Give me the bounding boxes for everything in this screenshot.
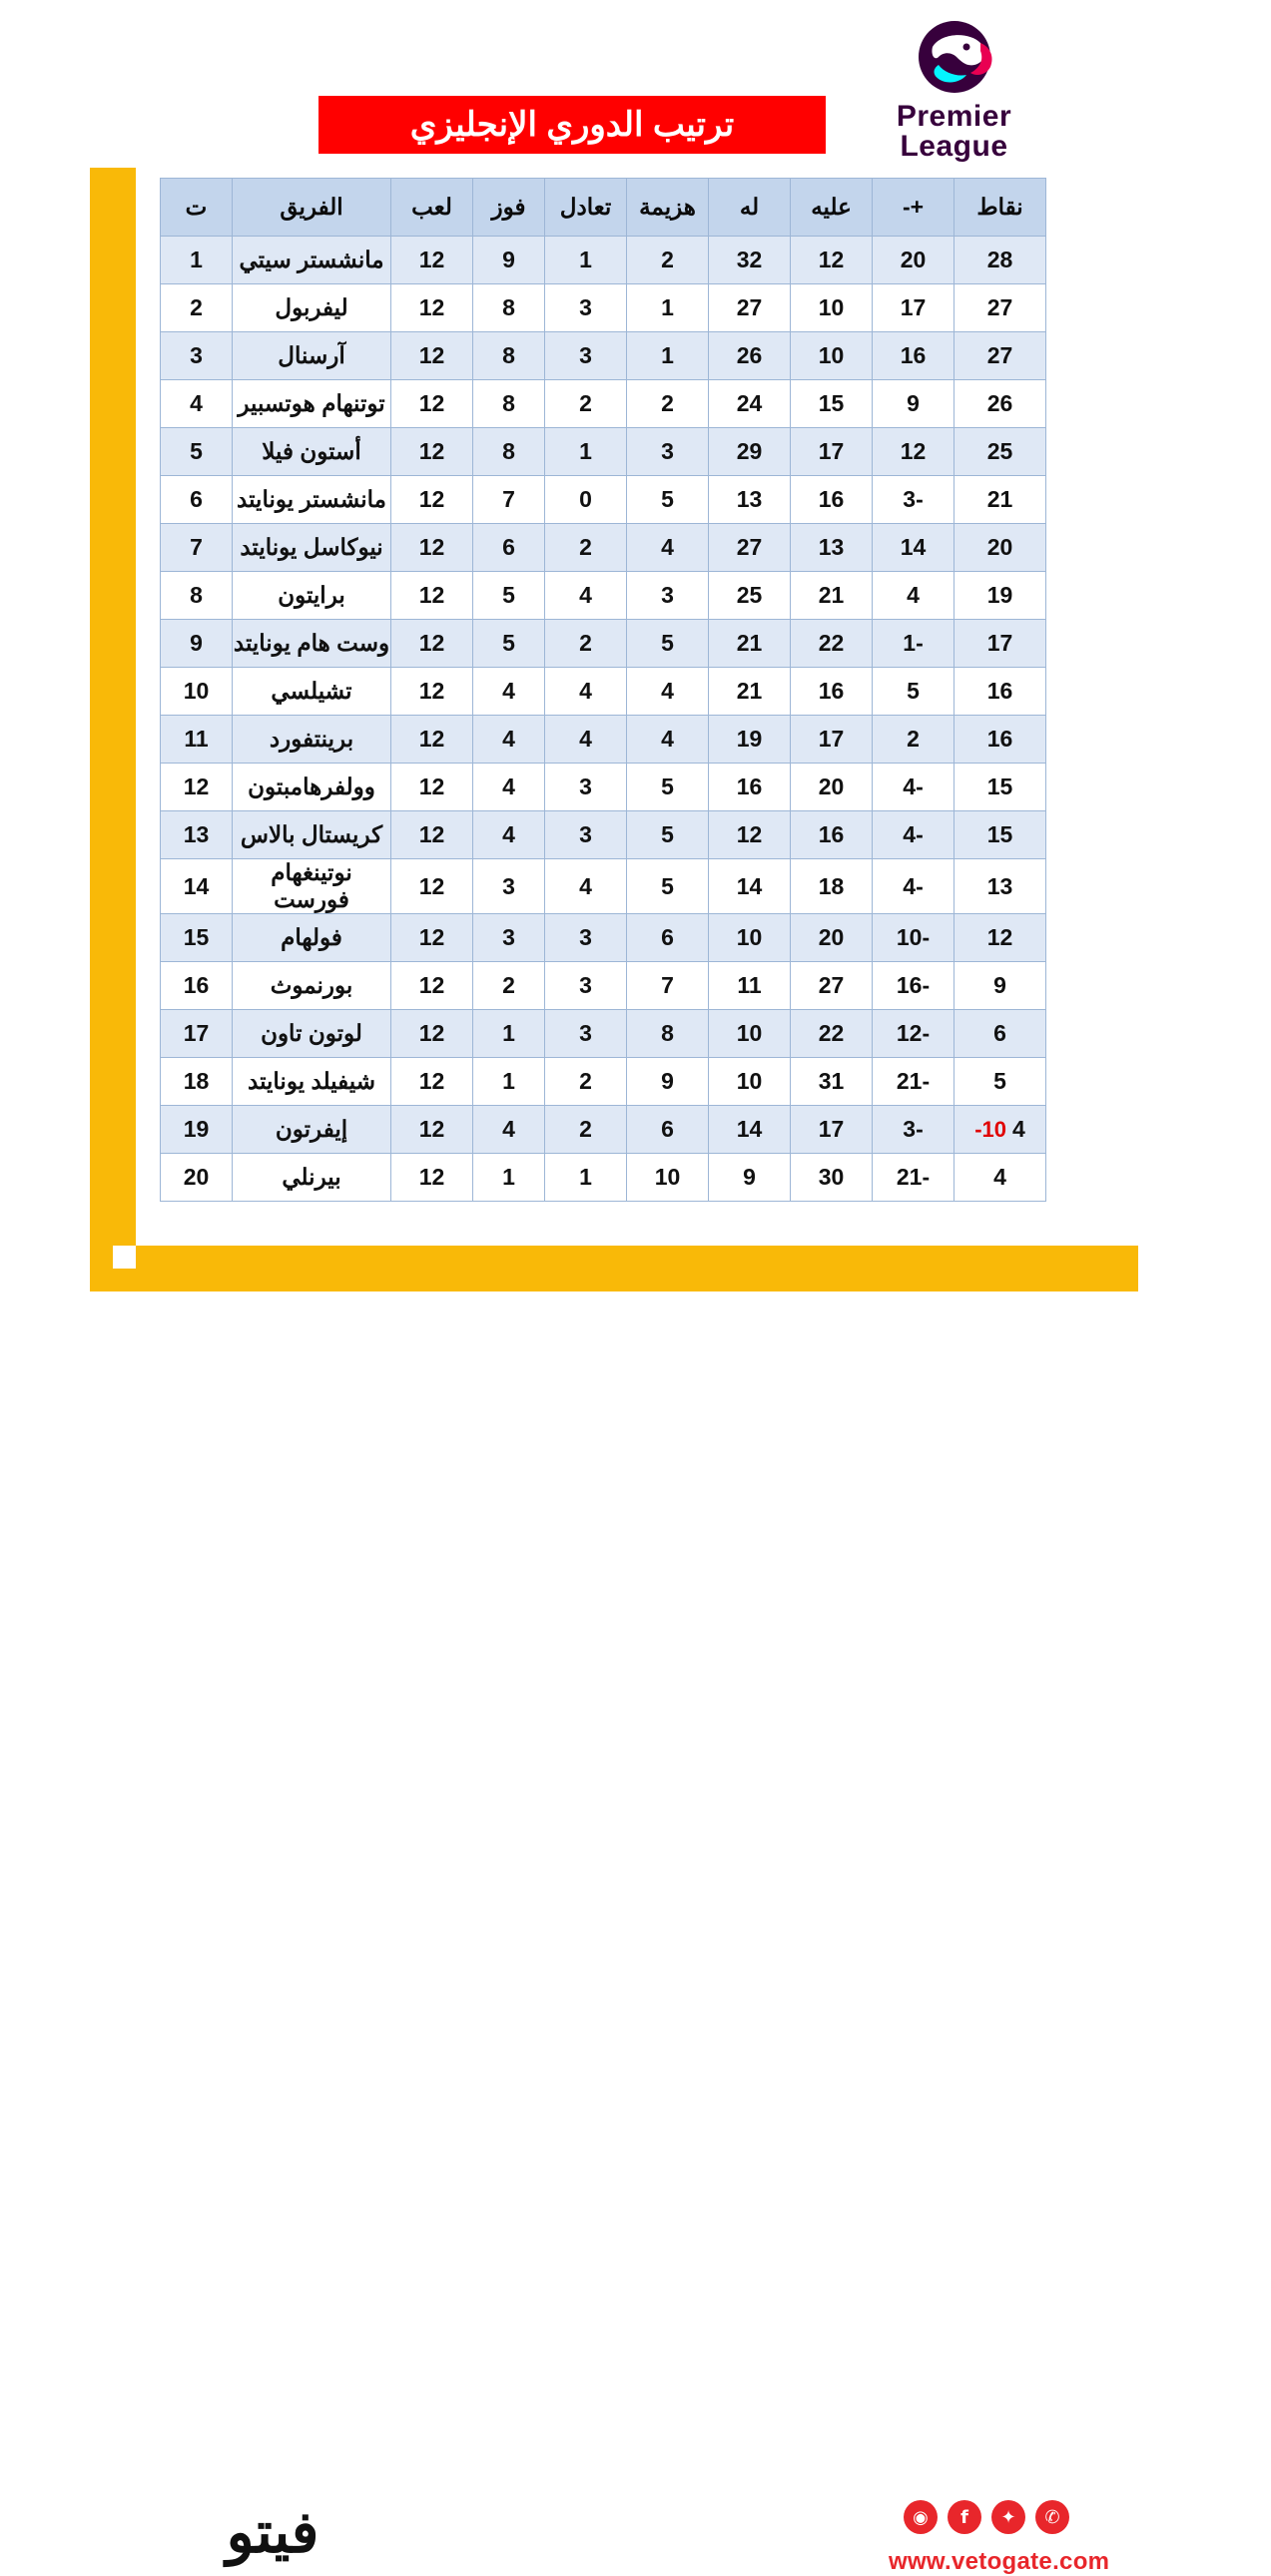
cell-rank: 16 — [161, 962, 233, 1010]
cell-played: 12 — [391, 380, 473, 428]
cell-wins: 5 — [473, 620, 545, 668]
cell-points — [954, 524, 1046, 572]
cell-rank: 9 — [161, 620, 233, 668]
table-header-row — [161, 179, 1046, 237]
cell-wins: 8 — [473, 332, 545, 380]
veto-logo — [163, 2498, 382, 2568]
points-value: 26 — [986, 390, 1013, 416]
cell-team: وولفرهامبتون — [233, 764, 391, 811]
cell-played: 12 — [391, 1106, 473, 1154]
cell-losses: 3 — [627, 572, 709, 620]
cell-losses: 5 — [627, 764, 709, 811]
cell-played: 12 — [391, 764, 473, 811]
cell-rank: 13 — [161, 811, 233, 859]
cell-team: شيفيلد يونايتد — [233, 1058, 391, 1106]
cell-wins: 5 — [473, 572, 545, 620]
cell-played: 12 — [391, 332, 473, 380]
column-header-goal-diff: +- — [873, 179, 954, 237]
table-row — [161, 668, 1046, 716]
cell-played: 12 — [391, 859, 473, 914]
standings-table-wrapper — [163, 178, 1046, 1202]
logo-text-line2: League — [900, 130, 1008, 163]
cell-draws: 3 — [545, 1010, 627, 1058]
table-row — [161, 1154, 1046, 1202]
cell-team: مانشستر يونايتد — [233, 476, 391, 524]
cell-goals-for: 10 — [709, 914, 791, 962]
cell-wins: 9 — [473, 237, 545, 284]
cell-goals-against: 21 — [791, 572, 873, 620]
cell-draws: 2 — [545, 1106, 627, 1154]
cell-goals-for: 19 — [709, 716, 791, 764]
cell-goals-for: 21 — [709, 668, 791, 716]
cell-goal-diff: -3 — [873, 1106, 954, 1154]
points-value: 27 — [986, 294, 1013, 320]
cell-losses: 1 — [627, 332, 709, 380]
cell-losses: 3 — [627, 428, 709, 476]
table-row — [161, 332, 1046, 380]
cell-team: كريستال بالاس — [233, 811, 391, 859]
cell-goals-for: 29 — [709, 428, 791, 476]
table-row — [161, 428, 1046, 476]
cell-goal-diff: 20 — [873, 237, 954, 284]
cell-points — [954, 237, 1046, 284]
whatsapp-icon[interactable]: ✆ — [1035, 2500, 1069, 2534]
decorative-vertical-bar — [90, 168, 136, 1266]
table-row — [161, 572, 1046, 620]
cell-goal-diff: -21 — [873, 1154, 954, 1202]
points-value: 4 — [1012, 1116, 1025, 1142]
cell-goals-against: 20 — [791, 914, 873, 962]
cell-team: ليفربول — [233, 284, 391, 332]
cell-points — [954, 284, 1046, 332]
cell-team: آرسنال — [233, 332, 391, 380]
cell-goals-against: 30 — [791, 1154, 873, 1202]
points-value: 28 — [986, 247, 1013, 272]
cell-points — [954, 1010, 1046, 1058]
cell-goal-diff: 4 — [873, 572, 954, 620]
cell-losses: 9 — [627, 1058, 709, 1106]
cell-points — [954, 859, 1046, 914]
column-header-draws: تعادل — [545, 179, 627, 237]
website-url[interactable]: www.vetogate.com — [889, 2548, 1110, 2575]
cell-goals-for: 13 — [709, 476, 791, 524]
cell-goals-for: 32 — [709, 237, 791, 284]
points-value: 5 — [993, 1068, 1006, 1094]
cell-losses: 7 — [627, 962, 709, 1010]
cell-rank: 4 — [161, 380, 233, 428]
cell-wins: 8 — [473, 428, 545, 476]
cell-goals-for: 24 — [709, 380, 791, 428]
page-footer — [0, 1253, 1271, 2575]
cell-team: توتنهام هوتسبير — [233, 380, 391, 428]
points-value: 16 — [986, 678, 1013, 704]
points-value: 15 — [986, 821, 1013, 847]
cell-goals-for: 16 — [709, 764, 791, 811]
cell-losses: 4 — [627, 716, 709, 764]
cell-draws: 1 — [545, 428, 627, 476]
cell-wins: 3 — [473, 914, 545, 962]
cell-team: فولهام — [233, 914, 391, 962]
cell-goals-against: 10 — [791, 284, 873, 332]
cell-goals-for: 10 — [709, 1058, 791, 1106]
cell-rank: 2 — [161, 284, 233, 332]
table-row — [161, 237, 1046, 284]
points-deduction: -10 — [974, 1116, 1006, 1142]
cell-draws: 3 — [545, 962, 627, 1010]
table-row — [161, 811, 1046, 859]
points-value: 20 — [986, 534, 1013, 560]
cell-played: 12 — [391, 716, 473, 764]
cell-goals-for: 26 — [709, 332, 791, 380]
cell-rank: 15 — [161, 914, 233, 962]
column-header-goals-for: له — [709, 179, 791, 237]
cell-goals-against: 10 — [791, 332, 873, 380]
cell-points — [954, 332, 1046, 380]
points-value: 16 — [986, 726, 1013, 752]
cell-rank: 5 — [161, 428, 233, 476]
instagram-icon[interactable]: ◉ — [904, 2500, 938, 2534]
cell-played: 12 — [391, 962, 473, 1010]
points-value: 21 — [986, 486, 1013, 512]
cell-goal-diff: -4 — [873, 859, 954, 914]
column-header-team: الفريق — [233, 179, 391, 237]
points-value: 19 — [986, 582, 1013, 608]
cell-wins: 4 — [473, 764, 545, 811]
column-header-losses: هزيمة — [627, 179, 709, 237]
facebook-icon[interactable]: f — [948, 2500, 981, 2534]
cell-losses: 4 — [627, 668, 709, 716]
cell-losses: 5 — [627, 811, 709, 859]
cell-team: وست هام يونايتد — [233, 620, 391, 668]
cell-team: برينتفورد — [233, 716, 391, 764]
cell-goals-for: 27 — [709, 524, 791, 572]
cell-wins: 4 — [473, 668, 545, 716]
points-value: 9 — [993, 972, 1006, 998]
column-header-wins: فوز — [473, 179, 545, 237]
page-header — [0, 8, 1271, 168]
cell-draws: 3 — [545, 914, 627, 962]
points-value: 27 — [986, 342, 1013, 368]
cell-goals-against: 20 — [791, 764, 873, 811]
cell-played: 12 — [391, 428, 473, 476]
cell-team: إيفرتون — [233, 1106, 391, 1154]
cell-losses: 2 — [627, 380, 709, 428]
cell-goal-diff: 14 — [873, 524, 954, 572]
cell-rank: 14 — [161, 859, 233, 914]
cell-played: 12 — [391, 1154, 473, 1202]
cell-draws: 1 — [545, 1154, 627, 1202]
cell-team: مانشستر سيتي — [233, 237, 391, 284]
cell-losses: 5 — [627, 620, 709, 668]
cell-draws: 4 — [545, 668, 627, 716]
table-row — [161, 962, 1046, 1010]
cell-played: 12 — [391, 914, 473, 962]
points-value: 25 — [986, 438, 1013, 464]
cell-draws: 3 — [545, 332, 627, 380]
cell-rank: 1 — [161, 237, 233, 284]
cell-wins: 1 — [473, 1010, 545, 1058]
cell-goals-against: 31 — [791, 1058, 873, 1106]
cell-losses: 10 — [627, 1154, 709, 1202]
cell-goal-diff: -4 — [873, 764, 954, 811]
cell-goal-diff: 5 — [873, 668, 954, 716]
table-row — [161, 764, 1046, 811]
cell-goals-against: 17 — [791, 1106, 873, 1154]
cell-played: 12 — [391, 1058, 473, 1106]
cell-team: نيوكاسل يونايتد — [233, 524, 391, 572]
column-header-points: نقاط — [954, 179, 1046, 237]
cell-played: 12 — [391, 1010, 473, 1058]
cell-wins: 4 — [473, 1106, 545, 1154]
cell-losses: 1 — [627, 284, 709, 332]
cell-points — [954, 620, 1046, 668]
cell-played: 12 — [391, 811, 473, 859]
cell-rank: 6 — [161, 476, 233, 524]
cell-goals-against: 12 — [791, 237, 873, 284]
cell-goals-against: 18 — [791, 859, 873, 914]
cell-rank: 10 — [161, 668, 233, 716]
cell-points — [954, 668, 1046, 716]
social-links[interactable] — [904, 2500, 1069, 2534]
premier-league-logo — [842, 12, 1066, 167]
cell-rank: 3 — [161, 332, 233, 380]
cell-rank: 8 — [161, 572, 233, 620]
cell-wins: 6 — [473, 524, 545, 572]
table-row — [161, 284, 1046, 332]
cell-played: 12 — [391, 237, 473, 284]
cell-draws: 2 — [545, 1058, 627, 1106]
cell-wins: 1 — [473, 1154, 545, 1202]
table-row — [161, 476, 1046, 524]
cell-goal-diff: 17 — [873, 284, 954, 332]
cell-goals-for: 27 — [709, 284, 791, 332]
cell-rank: 17 — [161, 1010, 233, 1058]
cell-team: أستون فيلا — [233, 428, 391, 476]
cell-points — [954, 716, 1046, 764]
cell-draws: 0 — [545, 476, 627, 524]
points-value: 17 — [986, 630, 1013, 656]
cell-losses: 5 — [627, 476, 709, 524]
cell-goal-diff: 9 — [873, 380, 954, 428]
column-header-played: لعب — [391, 179, 473, 237]
cell-played: 12 — [391, 524, 473, 572]
cell-draws: 3 — [545, 811, 627, 859]
veto-brand-text: فيتو — [226, 2500, 319, 2565]
cell-draws: 4 — [545, 716, 627, 764]
cell-goals-for: 9 — [709, 1154, 791, 1202]
cell-wins: 4 — [473, 716, 545, 764]
table-row — [161, 716, 1046, 764]
cell-goal-diff: -21 — [873, 1058, 954, 1106]
cell-points — [954, 476, 1046, 524]
cell-points — [954, 914, 1046, 962]
cell-wins: 2 — [473, 962, 545, 1010]
cell-points — [954, 764, 1046, 811]
cell-team: بورنموث — [233, 962, 391, 1010]
cell-goals-against: 17 — [791, 428, 873, 476]
table-row — [161, 914, 1046, 962]
points-value: 4 — [993, 1164, 1006, 1190]
column-header-goals-against: عليه — [791, 179, 873, 237]
cell-draws: 1 — [545, 237, 627, 284]
cell-played: 12 — [391, 620, 473, 668]
logo-text-line1: Premier — [896, 100, 1012, 133]
cell-points — [954, 1106, 1046, 1154]
cell-draws: 3 — [545, 284, 627, 332]
cell-goal-diff: -4 — [873, 811, 954, 859]
cell-points — [954, 572, 1046, 620]
cell-team: لوتون تاون — [233, 1010, 391, 1058]
table-row — [161, 1058, 1046, 1106]
cell-draws: 4 — [545, 572, 627, 620]
cell-draws: 2 — [545, 380, 627, 428]
points-value: 12 — [986, 924, 1013, 950]
cell-losses: 6 — [627, 1106, 709, 1154]
cell-goals-against: 17 — [791, 716, 873, 764]
cell-goals-for: 25 — [709, 572, 791, 620]
cell-goals-for: 11 — [709, 962, 791, 1010]
cell-rank: 11 — [161, 716, 233, 764]
cell-draws: 4 — [545, 859, 627, 914]
cell-team: تشيلسي — [233, 668, 391, 716]
cell-losses: 8 — [627, 1010, 709, 1058]
table-row — [161, 380, 1046, 428]
cell-goals-against: 16 — [791, 811, 873, 859]
page-title-text: ترتيب الدوري الإنجليزي — [409, 106, 735, 144]
cell-played: 12 — [391, 668, 473, 716]
cell-draws: 2 — [545, 620, 627, 668]
cell-goals-against: 27 — [791, 962, 873, 1010]
table-row — [161, 524, 1046, 572]
lion-crest-icon — [895, 17, 1014, 102]
cell-played: 12 — [391, 572, 473, 620]
cell-goal-diff: 16 — [873, 332, 954, 380]
cell-losses: 2 — [627, 237, 709, 284]
cell-rank: 7 — [161, 524, 233, 572]
cell-played: 12 — [391, 284, 473, 332]
standings-table — [160, 178, 1046, 1202]
cell-wins: 4 — [473, 811, 545, 859]
cell-wins: 1 — [473, 1058, 545, 1106]
standings-table-body — [161, 237, 1046, 1202]
table-row — [161, 1010, 1046, 1058]
cell-rank: 19 — [161, 1106, 233, 1154]
cell-points — [954, 811, 1046, 859]
cell-wins: 7 — [473, 476, 545, 524]
cell-points — [954, 428, 1046, 476]
twitter-icon[interactable]: ✦ — [991, 2500, 1025, 2534]
cell-goal-diff: -12 — [873, 1010, 954, 1058]
column-header-rank: ت — [161, 179, 233, 237]
cell-wins: 3 — [473, 859, 545, 914]
cell-goal-diff: -1 — [873, 620, 954, 668]
cell-team: برايتون — [233, 572, 391, 620]
cell-wins: 8 — [473, 380, 545, 428]
cell-goal-diff: 2 — [873, 716, 954, 764]
cell-goals-against: 22 — [791, 620, 873, 668]
table-row — [161, 620, 1046, 668]
cell-goals-for: 14 — [709, 1106, 791, 1154]
cell-points — [954, 1154, 1046, 1202]
cell-goal-diff: -10 — [873, 914, 954, 962]
cell-goals-for: 21 — [709, 620, 791, 668]
table-row — [161, 1106, 1046, 1154]
cell-rank: 20 — [161, 1154, 233, 1202]
cell-draws: 2 — [545, 524, 627, 572]
cell-points — [954, 1058, 1046, 1106]
cell-draws: 3 — [545, 764, 627, 811]
table-row — [161, 859, 1046, 914]
cell-team: نوتينغهام فورست — [233, 859, 391, 914]
cell-played: 12 — [391, 476, 473, 524]
points-value: 6 — [993, 1020, 1006, 1046]
cell-goals-against: 16 — [791, 668, 873, 716]
points-value: 15 — [986, 773, 1013, 799]
cell-goal-diff: 12 — [873, 428, 954, 476]
cell-wins: 8 — [473, 284, 545, 332]
cell-losses: 6 — [627, 914, 709, 962]
cell-goal-diff: -16 — [873, 962, 954, 1010]
cell-losses: 5 — [627, 859, 709, 914]
cell-team: بيرنلي — [233, 1154, 391, 1202]
cell-goals-for: 10 — [709, 1010, 791, 1058]
points-value: 13 — [986, 872, 1013, 899]
cell-goals-for: 14 — [709, 859, 791, 914]
cell-goals-against: 15 — [791, 380, 873, 428]
cell-goals-against: 22 — [791, 1010, 873, 1058]
cell-goal-diff: -3 — [873, 476, 954, 524]
cell-goals-against: 16 — [791, 476, 873, 524]
cell-points — [954, 962, 1046, 1010]
cell-goals-for: 12 — [709, 811, 791, 859]
cell-losses: 4 — [627, 524, 709, 572]
cell-goals-against: 13 — [791, 524, 873, 572]
page-title — [318, 96, 826, 154]
cell-points — [954, 380, 1046, 428]
cell-rank: 18 — [161, 1058, 233, 1106]
cell-rank: 12 — [161, 764, 233, 811]
